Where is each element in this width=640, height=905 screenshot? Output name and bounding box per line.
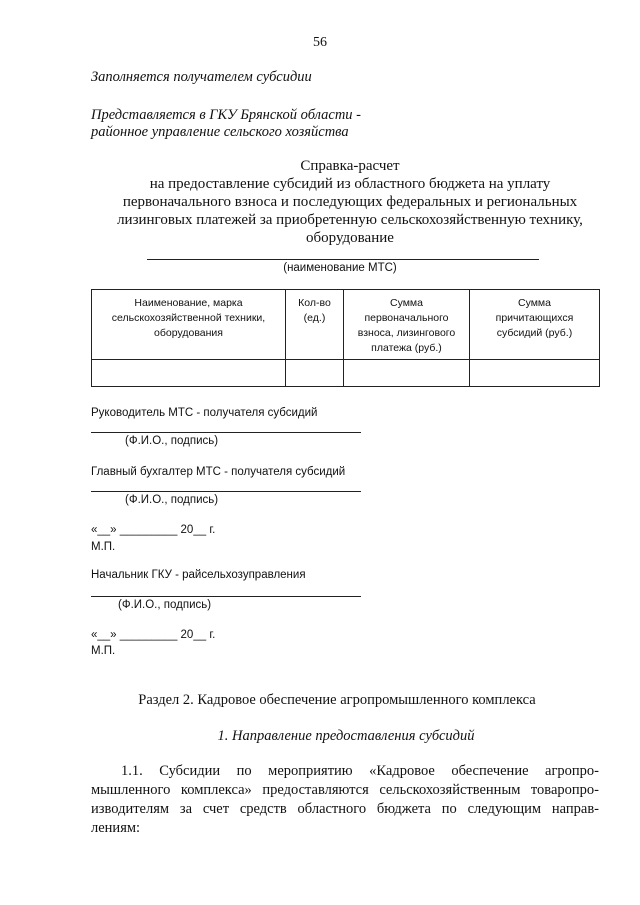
- certificate-line-1: на предоставление субсидий из областного бюджета на уплату: [149, 176, 551, 192]
- chief-signature-label: Начальник ГКУ - райсельхозуправления: [91, 569, 306, 581]
- table-cell: [286, 360, 344, 387]
- submitted-to-line-1: Представляется в ГКУ Брянской области -: [91, 107, 362, 123]
- table-cell: [470, 360, 600, 387]
- paragraph-line-2: мышленного комплекса» предоставляются сельскохозяйственным товаропро-: [91, 782, 599, 798]
- head-signature-label: Руководитель МТС - получателя субсидий: [91, 407, 318, 419]
- accountant-signature-label: Главный бухгалтер МТС - получателя субсидий: [91, 466, 346, 478]
- column-header-payment-sum: Сумма первоначального взноса, лизингового платежа (руб.): [344, 290, 470, 360]
- mts-name-line: [147, 259, 539, 260]
- date-field-2: «__» _________ 20__ г.: [91, 629, 216, 641]
- head-fio-caption: (Ф.И.О., подпись): [125, 435, 219, 447]
- section-heading: Раздел 2. Кадровое обеспечение агропромышленного комплекса: [138, 692, 536, 708]
- mts-name-caption: (наименование МТС): [283, 262, 397, 274]
- table-cell: [344, 360, 470, 387]
- column-header-subsidy-sum: Сумма причитающихся субсидий (руб.): [470, 290, 600, 360]
- filled-by-note: Заполняется получателем субсидии: [91, 69, 312, 85]
- column-header-name: Наименование, марка сельскохозяйственной техники, оборудования: [92, 290, 286, 360]
- paragraph-line-3: изводителям за счет средств областного бюджета по следующим направ-: [91, 801, 599, 817]
- seal-mark-2: М.П.: [91, 645, 116, 657]
- page-number: 56: [313, 35, 327, 50]
- column-header-quantity: Кол-во (ед.): [286, 290, 344, 360]
- table-row: [92, 360, 600, 387]
- table-cell: [92, 360, 286, 387]
- date-field-1: «__» _________ 20__ г.: [91, 524, 216, 536]
- chief-signature-line: [91, 596, 361, 597]
- accountant-signature-line: [91, 491, 361, 492]
- paragraph-line-1: 1.1. Субсидии по мероприятию «Кадровое обеспечение агропро-: [121, 763, 599, 779]
- submitted-to-line-2: районное управление сельского хозяйства: [91, 124, 349, 140]
- certificate-line-2: первоначального взноса и последующих федеральных и региональных: [122, 194, 578, 210]
- calculation-table: [91, 289, 600, 387]
- paragraph-line-4: лениям:: [91, 820, 141, 836]
- certificate-title: Справка-расчет: [300, 158, 400, 174]
- head-signature-line: [91, 432, 361, 433]
- accountant-fio-caption: (Ф.И.О., подпись): [125, 494, 219, 506]
- table-header-row: [92, 290, 600, 360]
- section-subheading: 1. Направление предоставления субсидий: [217, 728, 475, 744]
- chief-fio-caption: (Ф.И.О., подпись): [118, 599, 212, 611]
- certificate-line-3: лизинговых платежей за приобретенную сельскохозяйственную технику,: [117, 212, 583, 228]
- certificate-line-4: оборудование: [306, 230, 394, 246]
- seal-mark-1: М.П.: [91, 541, 116, 553]
